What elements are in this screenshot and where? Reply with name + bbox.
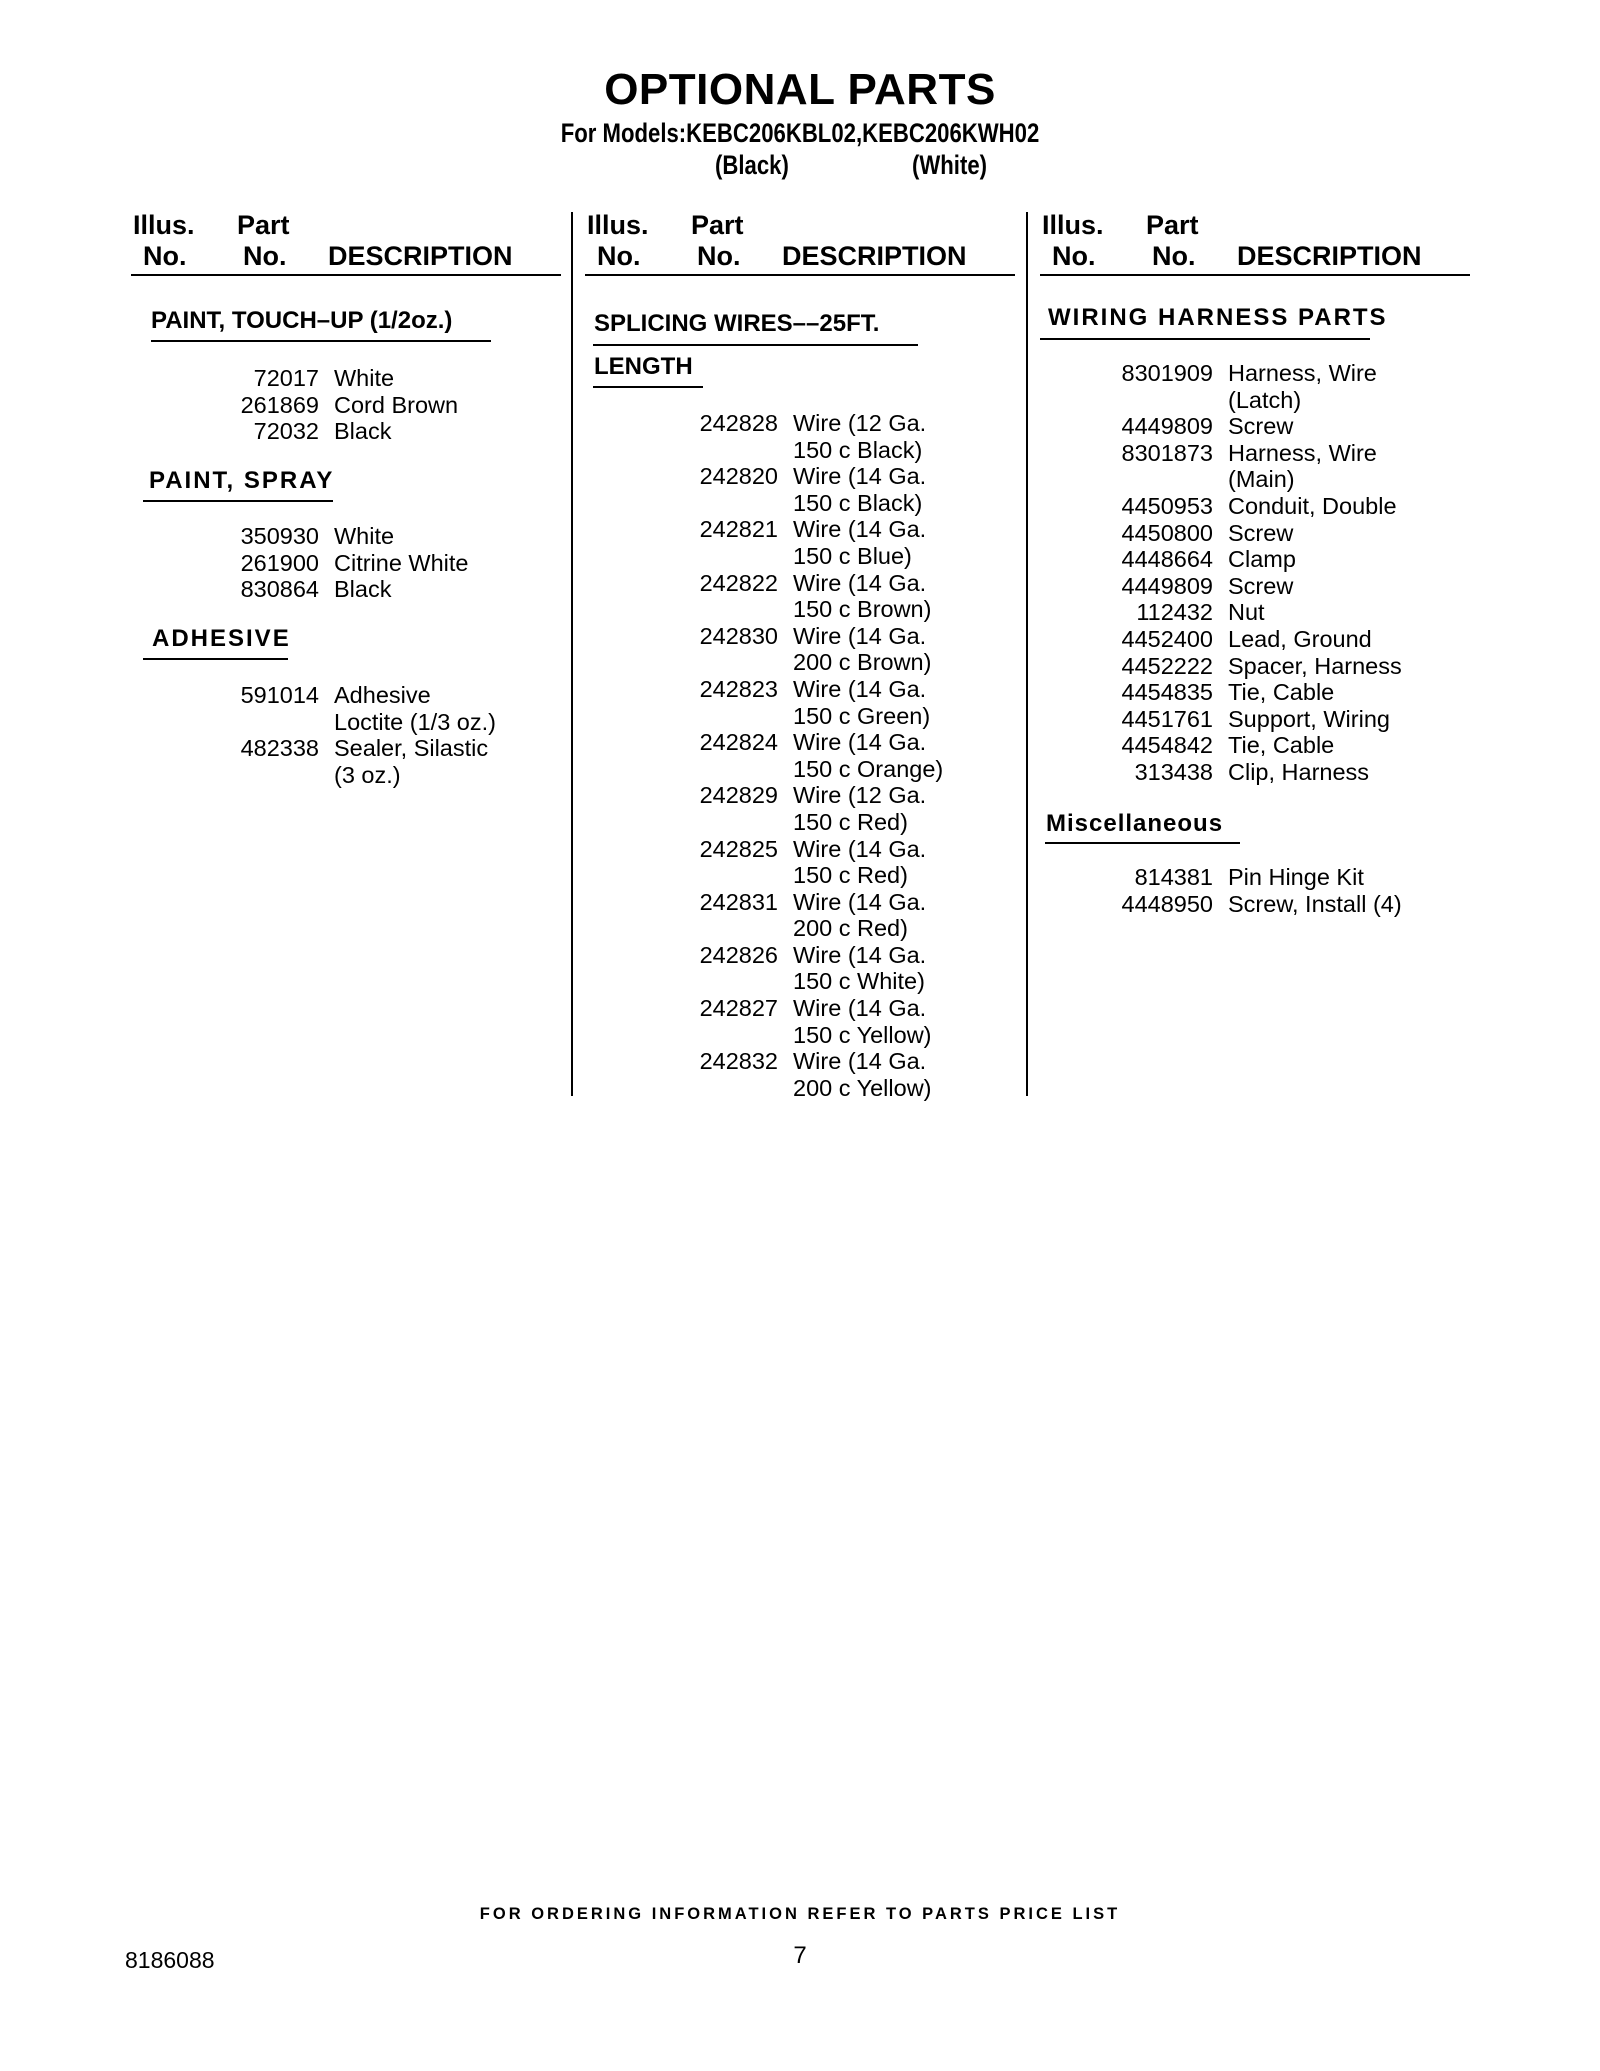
- part-description: Adhesive Loctite (1/3 oz.): [334, 682, 496, 735]
- part-number: 4448950: [1121, 890, 1213, 917]
- page-title: OPTIONAL PARTS: [604, 65, 996, 114]
- part-description: Sealer, Silastic (3 oz.): [334, 735, 489, 788]
- part-description: Citrine White: [334, 549, 469, 576]
- illus-header-line2: No.: [597, 241, 641, 271]
- variant-white-label: (White): [912, 150, 988, 180]
- part-number: 72032: [253, 418, 319, 445]
- part-description: Screw: [1228, 413, 1294, 440]
- part-description: Conduit, Double: [1228, 492, 1397, 519]
- part-description: Nut: [1228, 599, 1265, 626]
- column-header: [1040, 210, 1470, 275]
- list-item: [1040, 679, 1470, 706]
- part-description: Clip, Harness: [1228, 758, 1370, 785]
- list-item: [1040, 573, 1470, 600]
- list-item: [1040, 546, 1470, 573]
- part-description: Spacer, Harness: [1228, 652, 1402, 679]
- part-description: Tie, Cable: [1228, 679, 1335, 706]
- part-number: 72017: [253, 365, 319, 391]
- part-number: 4450953: [1121, 492, 1213, 519]
- part-description: Wire (14 Ga. 150 c Brown): [793, 569, 932, 623]
- list-item: [131, 523, 561, 550]
- column-divider: [1026, 212, 1028, 1096]
- illus-header-line1: Illus.: [133, 210, 195, 240]
- list-item: [585, 410, 1015, 463]
- section-underline: [151, 340, 491, 342]
- part-description: Black: [334, 576, 392, 603]
- section-underline: [143, 500, 333, 502]
- section-title-paint-spray: PAINT, SPRAY: [149, 467, 335, 494]
- section-title-wiring-harness: WIRING HARNESS PARTS: [1048, 304, 1388, 331]
- part-header-line2: No.: [1152, 241, 1196, 271]
- section-items-adhesive: [131, 682, 561, 788]
- section-items-wiring-harness: [1040, 360, 1470, 786]
- section-title-splicing-wires: SPLICING WIRES––25FT.: [594, 310, 880, 337]
- part-number: 591014: [240, 682, 319, 708]
- list-item: [585, 836, 1015, 889]
- list-item: [1040, 864, 1470, 891]
- list-item: [585, 570, 1015, 623]
- part-number: 313438: [1134, 758, 1213, 785]
- column-header: [585, 210, 1015, 275]
- list-item: [1040, 520, 1470, 547]
- part-description: Tie, Cable: [1228, 732, 1335, 759]
- header-divider: [131, 274, 561, 276]
- part-number: 4449809: [1121, 572, 1213, 599]
- part-number: 814381: [1134, 864, 1213, 890]
- part-number: 4452400: [1121, 625, 1213, 652]
- part-number: 8301873: [1121, 439, 1213, 466]
- list-item: [1040, 759, 1470, 786]
- part-description: Wire (14 Ga. 150 c Black): [793, 463, 927, 516]
- part-number: 4454842: [1121, 732, 1213, 759]
- illus-header-line1: Illus.: [1042, 210, 1104, 240]
- section-underline: [593, 344, 918, 346]
- section-underline: [1045, 842, 1240, 844]
- list-item: [585, 676, 1015, 729]
- illus-header-line2: No.: [143, 241, 187, 271]
- part-number: 8301909: [1121, 360, 1213, 386]
- part-number: 4450800: [1121, 519, 1213, 546]
- part-description: Cord Brown: [334, 391, 459, 418]
- part-header-line1: Part: [1146, 210, 1199, 240]
- part-number: 350930: [240, 523, 319, 549]
- variant-black-label: (Black): [715, 150, 789, 180]
- list-item: [1040, 653, 1470, 680]
- list-item: [1040, 413, 1470, 440]
- list-item: [585, 782, 1015, 835]
- list-item: [131, 550, 561, 577]
- illus-header-line2: No.: [1052, 241, 1096, 271]
- section-underline: [593, 386, 703, 388]
- part-description: Harness, Wire (Main): [1228, 439, 1377, 493]
- part-number: 242828: [699, 410, 778, 436]
- list-item: [585, 995, 1015, 1048]
- list-item: [131, 392, 561, 419]
- model-numbers: For Models:KEBC206KBL02,KEBC206KWH02: [560, 118, 1040, 148]
- description-header: DESCRIPTION: [328, 241, 513, 271]
- part-number: 242821: [699, 516, 778, 543]
- section-items-paint-touchup: [131, 365, 561, 445]
- part-description: Wire (14 Ga. 200 c Red): [793, 888, 927, 942]
- part-header-line1: Part: [691, 210, 744, 240]
- ordering-info-note: FOR ORDERING INFORMATION REFER TO PARTS PRICE LIST: [479, 1905, 1121, 1923]
- part-description: White: [334, 365, 395, 391]
- part-number: 242825: [699, 835, 778, 862]
- list-item: [131, 365, 561, 392]
- part-header-line2: No.: [243, 241, 287, 271]
- list-item: [1040, 440, 1470, 493]
- part-description: Wire (12 Ga. 150 c Red): [793, 782, 927, 835]
- part-description: Wire (12 Ga. 150 c Black): [793, 410, 927, 463]
- section-underline: [143, 658, 288, 660]
- page-number: 7: [793, 1942, 807, 1969]
- part-header-line2: No.: [697, 241, 741, 271]
- part-description: Wire (14 Ga. 200 c Brown): [793, 622, 932, 676]
- section-title-miscellaneous: Miscellaneous: [1046, 810, 1224, 837]
- list-item: [1040, 360, 1470, 413]
- list-item: [131, 735, 561, 788]
- part-number: 242820: [699, 463, 778, 490]
- list-item: [1040, 732, 1470, 759]
- part-number: 4451761: [1121, 705, 1213, 732]
- column-divider: [571, 212, 573, 1096]
- part-description: Black: [334, 418, 392, 445]
- part-number: 242824: [699, 729, 778, 756]
- part-description: Screw: [1228, 572, 1294, 599]
- list-item: [1040, 626, 1470, 653]
- list-item: [585, 889, 1015, 942]
- section-items-splicing-wires: [585, 410, 1015, 1101]
- part-description: Wire (14 Ga. 150 c Orange): [793, 729, 944, 782]
- list-item: [585, 463, 1015, 516]
- parts-column-1: [131, 210, 561, 910]
- illus-header-line1: Illus.: [587, 210, 649, 240]
- list-item: [585, 1048, 1015, 1101]
- section-items-paint-spray: [131, 523, 561, 603]
- part-number: 482338: [240, 735, 319, 762]
- part-description: Clamp: [1228, 546, 1296, 573]
- part-number: 242822: [699, 569, 778, 596]
- part-number: 4454835: [1121, 679, 1213, 706]
- part-description: Wire (14 Ga. 150 c Blue): [793, 516, 927, 569]
- list-item: [131, 418, 561, 445]
- list-item: [1040, 891, 1470, 918]
- list-item: [131, 576, 561, 603]
- column-header: [131, 210, 561, 275]
- parts-column-3: [1040, 210, 1470, 917]
- part-number: 242823: [699, 675, 778, 702]
- part-description: Support, Wiring: [1228, 705, 1390, 732]
- section-title-adhesive: ADHESIVE: [152, 625, 291, 652]
- list-item: [131, 682, 561, 735]
- part-description: Lead, Ground: [1228, 625, 1372, 652]
- part-number: 4452222: [1121, 652, 1213, 679]
- part-description: Wire (14 Ga. 200 c Yellow): [793, 1048, 932, 1101]
- list-item: [585, 623, 1015, 676]
- part-description: Wire (14 Ga. 150 c Red): [793, 835, 927, 889]
- document-number: 8186088: [125, 1947, 215, 1973]
- part-number: 112432: [1136, 599, 1213, 626]
- parts-column-2: [585, 210, 1015, 1100]
- section-underline: [1040, 338, 1370, 340]
- part-number: 242830: [699, 622, 778, 649]
- list-item: [1040, 706, 1470, 733]
- part-description: Pin Hinge Kit: [1228, 864, 1364, 890]
- section-items-miscellaneous: [1040, 864, 1470, 917]
- part-header-line1: Part: [237, 210, 290, 240]
- list-item: [585, 942, 1015, 995]
- part-number: 261900: [240, 549, 319, 576]
- section-title-paint-touchup: PAINT, TOUCH–UP (1/2oz.): [151, 307, 453, 334]
- section-title-splicing-wires-line2: LENGTH: [594, 353, 693, 380]
- part-description: Harness, Wire (Latch): [1228, 360, 1377, 413]
- part-description: Screw, Install (4): [1228, 890, 1402, 917]
- list-item: [585, 516, 1015, 569]
- part-number: 242826: [699, 941, 778, 968]
- part-description: Wire (14 Ga. 150 c Green): [793, 675, 931, 729]
- part-number: 242831: [699, 888, 778, 915]
- part-number: 261869: [240, 391, 319, 418]
- header-divider: [1040, 274, 1470, 276]
- part-number: 242832: [699, 1048, 778, 1075]
- part-description: Wire (14 Ga. 150 c White): [793, 941, 927, 995]
- part-number: 242827: [699, 995, 778, 1022]
- part-description: Screw: [1228, 519, 1294, 546]
- part-number: 830864: [240, 576, 319, 603]
- description-header: DESCRIPTION: [1237, 241, 1422, 271]
- list-item: [1040, 599, 1470, 626]
- part-description: Wire (14 Ga. 150 c Yellow): [793, 995, 932, 1048]
- part-description: White: [334, 523, 395, 549]
- list-item: [1040, 493, 1470, 520]
- header-divider: [585, 274, 1015, 276]
- part-number: 242829: [699, 782, 778, 809]
- description-header: DESCRIPTION: [782, 241, 967, 271]
- list-item: [585, 729, 1015, 782]
- part-number: 4448664: [1121, 546, 1213, 573]
- part-number: 4449809: [1121, 413, 1213, 440]
